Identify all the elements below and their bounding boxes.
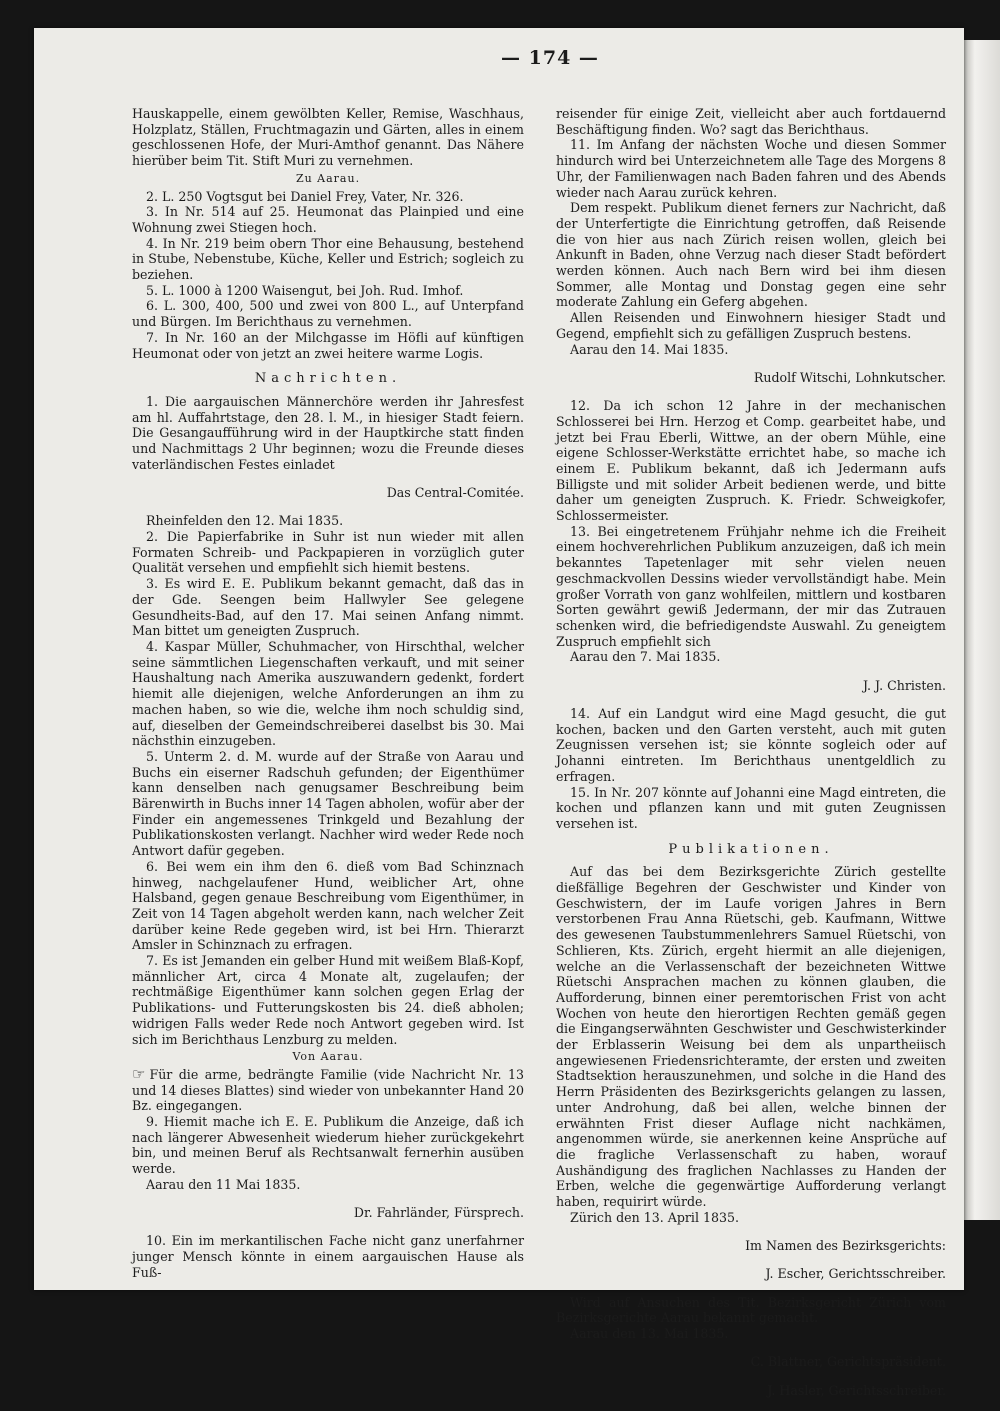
notice-1-signature: Das Central-Comitée.	[386, 485, 524, 501]
list-item: 4. In Nr. 219 beim obern Thor eine Behausung, bestehend in Stube, Nebenstube, Küche, Keller und Estrich; sogleich zu beziehen.	[132, 235, 524, 283]
publication-2-signature-line-1: C. Blattner, Gerichtspräsident.	[750, 1354, 946, 1370]
notice-9-signature: Dr. Fahrländer, Fürsprech.	[353, 1205, 524, 1221]
list-item: 6. L. 300, 400, 500 und zwei von 800 L., auf Unterpfand und Bürgen. Im Berichthaus zu vernehmen.	[132, 298, 524, 330]
notice-14: 14. Auf ein Landgut wird eine Magd gesucht, die gut kochen, backen und den Garten versteht, auch mit guten Zeugnissen versehen ist; sie könnte sogleich oder auf Johanni eintreten. Im Berichthaus unentgeldlich zu erfragen.	[556, 705, 946, 784]
notice-12: 12. Da ich schon 12 Jahre in der mechanischen Schlosserei bei Hrn. Herzog et Comp. gearbeitet habe, und jetzt bei Frau Eberli, Wittwe, an der obern Mühle, eine eigene Schlosser-Werkstätte errichtet habe, so mache ich einem E. Publikum bekannt, daß ich Jedermann aufs Billigste und mit solider Arbeit bedienen werde, und bitte daher um geneigten Zuspruch. K. Friedr. Schweigkofer, Schlossermeister.	[556, 398, 946, 524]
page-number: — 174 —	[501, 47, 599, 69]
publication-1-date: Zürich den 13. April 1835.	[570, 1209, 740, 1225]
publication-2-signature-line-2: J. Hasler, Gerichtsschreiber.	[767, 1382, 946, 1398]
notice-11: 11. Im Anfang der nächsten Woche und diesen Sommer hindurch wird bei Unterzeichnetem alle Tage des Morgens 8 Uhr, der Familienwagen nach Baden fahren und des Abends wieder nach Aarau zurück kehren.	[556, 137, 946, 200]
publication-1-signature-line-2: J. Escher, Gerichtsschreiber.	[765, 1266, 946, 1282]
notice-13-signature: J. J. Christen.	[862, 677, 946, 693]
notice-3: 3. Es wird E. E. Publikum bekannt gemacht, daß das in der Gde. Seengen beim Hallwyler See gelegene Gesundheits-Bad, auf den 17. Mai seinen Anfang nimmt. Man bittet um geneigten Zuspruch.	[132, 576, 524, 639]
notice-10: 10. Ein im merkantilischen Fache nicht ganz unerfahrner junger Mensch könnte in einem aargauischen Hause als Fuß-	[132, 1233, 524, 1280]
notice-1: 1. Die aargauischen Männerchöre werden ihr Jahresfest am hl. Auffahrtstage, den 28. l. M., in hiesiger Stadt feiern. Die Gesangaufführung wird in der Hauptkirche statt finden und Nachmittags 2 Uhr beginnen; wozu die Freunde dieses vaterländischen Festes einladet	[132, 393, 524, 472]
notice-11-date: Aarau den 14. Mai 1835.	[570, 341, 729, 357]
right-column	[556, 106, 946, 1411]
intro-paragraph: Hauskappelle, einem gewölbten Keller, Remise, Waschhaus, Holzplatz, Ställen, Fruchtmagazin und Gärten, alles in einem geschlossenen Hofe, der Muri-Amthof genannt. Das Nähere hierüber beim Tit. Stift Muri zu vernehmen.	[132, 106, 524, 169]
notice-6: 6. Bei wem ein ihm den 6. dieß vom Bad Schinznach hinweg, nachgelaufener Hund, weiblicher Art, ohne Halsband, gegen genaue Beschreibung vom Eigenthümer, in Zeit von 14 Tagen abgeholt werden kann, nach welcher Zeit darüber keine Rede gegeben wird, ist bei Hrn. Thierarzt Amsler in Schinznach zu erfragen.	[132, 858, 524, 953]
notice-11-c: Allen Reisenden und Einwohnern hiesiger Stadt und Gegend, empfiehlt sich zu gefälligen Zuspruch bestens.	[556, 310, 946, 341]
notice-13-date: Aarau den 7. Mai 1835.	[570, 649, 721, 665]
list-item: 5. L. 1000 à 1200 Waisengut, bei Joh. Rud. Imhof.	[146, 282, 464, 298]
notice-8-text: Für die arme, bedrängte Familie (vide Nachricht Nr. 13 und 14 dieses Blattes) sind wieder von unbekannter Hand 20 Bz. eingegangen.	[132, 1066, 524, 1114]
notice-7: 7. Es ist Jemanden ein gelber Hund mit weißem Blaß-Kopf, männlicher Art, circa 4 Monate alt, zugelaufen; der rechtmäßige Eigenthümer kann solchen gegen Erlag der Publikations- und Futterungskosten bis 24. dieß abholen; widrigen Falls weder Rede noch Antwort gegeben wird. Ist sich im Berichthaus Lenzburg zu melden.	[132, 953, 524, 1047]
list-item: 7. In Nr. 160 an der Milchgasse im Höfli auf künftigen Heumonat oder von jetzt an zwei heitere warme Logis.	[132, 329, 524, 361]
notice-11-signature: Rudolf Witschi, Lohnkutscher.	[753, 369, 946, 385]
notice-9-date: Aarau den 11 Mai 1835.	[146, 1176, 301, 1192]
list-item: 2. L. 250 Vogtsgut bei Daniel Frey, Vater, Nr. 326.	[146, 188, 464, 204]
pointing-hand-icon: ☞	[132, 1064, 146, 1083]
heading-publikationen: Publikationen.	[668, 841, 834, 857]
publication-1-signature-line-1: Im Namen des Bezirksgerichts:	[745, 1238, 946, 1254]
notice-10-continued: reisender für einige Zeit, vielleicht aber auch fortdauernd Beschäftigung finden. Wo? sagt das Berichthaus.	[556, 106, 946, 137]
publication-2-date: Aarau den 13. Mai 1835.	[570, 1326, 729, 1342]
notice-15: 15. In Nr. 207 könnte auf Johanni eine Magd eintreten, die kochen und pflanzen kann und mit guten Zeugnissen versehen ist.	[556, 784, 946, 831]
notice-11-b: Dem respekt. Publikum dienet ferners zur Nachricht, daß der Unterfertigte die Einrichtung getroffen, daß Reisende die von hier aus nach Zürich reisen wollen, gleich bei Ankunft in Baden, ohne Verzug nach dieser Stadt befördert werden können. Auch nach Bern wird bei ihm diesen Sommer, alle Montag und Donstag gegen eine sehr moderate Zahlung ein Geferg abgehen.	[556, 200, 946, 310]
notice-1-date: Rheinfelden den 12. Mai 1835.	[146, 513, 344, 529]
left-column	[132, 106, 524, 1281]
section-von-aarau: Von Aarau.	[292, 1050, 364, 1064]
notice-4: 4. Kaspar Müller, Schuhmacher, von Hirschthal, welcher seine sämmtlichen Liegenschaften verkauft, und mit seiner Haushaltung nach Amerika auszuwandern gedenkt, fordert hiemit alle diejenigen, welche Anforderungen an ihm zu machen haben, so wie die, welche ihm noch schuldig sind, auf, dieselben der Gemeindschreiberei daselbst bis 30. Mai nächsthin einzugeben.	[132, 638, 524, 749]
notice-2: 2. Die Papierfabrike in Suhr ist nun wieder mit allen Formaten Schreib- und Packpapieren in vorzüglich guter Qualität versehen und empfiehlt sich hiemit bestens.	[132, 529, 524, 576]
publication-1: Auf das bei dem Bezirksgerichte Zürich gestellte dießfällige Begehren der Geschwister und Kinder von Geschwistern, der im Laufe vorigen Jahres in Bern verstorbenen Frau Anna Rüetschi, geb. Kaufmann, Wittwe des gewesenen Taubstummenlehrers Samuel Rüetschi, von Schlieren, Kts. Zürich, ergeht hiermit an alle diejenigen, welche an die Verlassenschaft der bezeichneten Wittwe Rüetschi Ansprachen machen zu können glauben, die Aufforderung, binnen einer peremtorischen Frist von acht Wochen von heute den hierortigen Rechten gemäß gegen die Eingangserwähnten Geschwister und Geschwisterkinder der Erblasserin Weisung bei dem als unpartheiisch angewiesenen Friedensrichteramte, der ersten und zweiten Stadtsektion herauszunehmen, und solche in die Hand des Herrn Präsidenten des Bezirksgerichts gelangen zu lassen, unter Androhung, daß bei allen, welche binnen der erwähnten Frist dieser Auflage nicht nachkämen, angenommen würde, sie anerkennen keine Ansprüche auf die fragliche Verlassenschaft zu haben, worauf Aushändigung des fraglichen Nachlasses zu Handen der Erben, welche die gegenwärtige Aufforderung verlangt haben, requirirt würde.	[556, 864, 946, 1210]
list-item: 3. In Nr. 514 auf 25. Heumonat das Plainpied und eine Wohnung zwei Stiegen hoch.	[132, 204, 524, 235]
next-page-edge	[964, 40, 1000, 1220]
notice-8	[132, 1064, 524, 1114]
section-zu-aarau: Zu Aarau.	[295, 171, 361, 185]
heading-nachrichten: Nachrichten.	[254, 371, 402, 387]
publication-2: Wird auf Ansuchen des Tit. Bezirksgericht Zürich vom Bezirksgerichte Aarau bekannt gemacht.	[556, 1294, 946, 1326]
notice-5: 5. Unterm 2. d. M. wurde auf der Straße von Aarau und Buchs ein eiserner Radschuh gefunden; der Eigenthümer kann denselben nach genugsamer Beschreibung beim Bärenwirth in Buchs inner 14 Tagen abholen, wofür aber der Finder ein angemessenes Trinkgeld und Bezahlung der Publikationskosten verlangt. Nachher wird weder Rede noch Antwort dafür gegeben.	[132, 748, 524, 859]
notice-9: 9. Hiemit mache ich E. E. Publikum die Anzeige, daß ich nach längerer Abwesenheit wiederum hieher zurückgekehrt bin, und meinen Beruf als Rechtsanwalt fernerhin ausüben werde.	[132, 1114, 524, 1177]
notice-13: 13. Bei eingetretenem Frühjahr nehme ich die Freiheit einem hochverehrlichen Publikum anzuzeigen, daß ich mein bekanntes Tapetenlager mit sehr vielen neuen geschmackvollen Dessins wieder vervollständigt habe. Mein großer Vorrath von ganz wohlfeilen, mittlern und kostbaren Sorten gewährt gewiß Jedermann, der mir das Zutrauen schenken wird, die befriedigendste Auswahl. Zu geneigtem Zuspruch empfiehlt sich	[556, 523, 946, 649]
